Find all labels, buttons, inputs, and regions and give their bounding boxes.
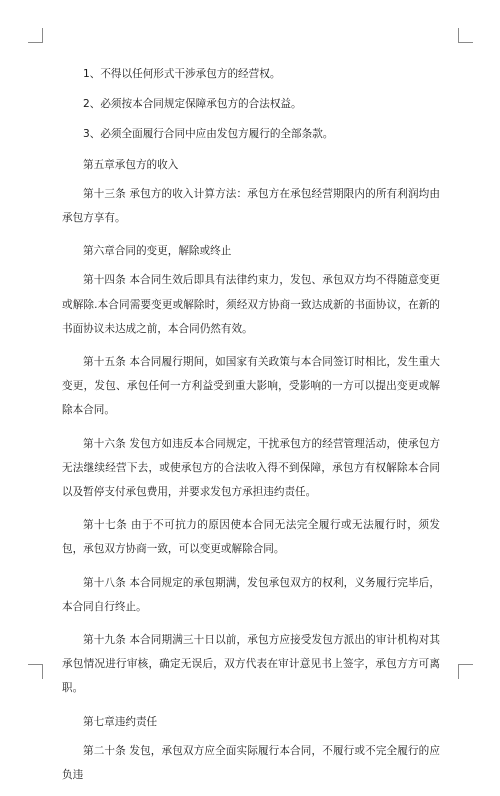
document-body xyxy=(62,62,440,796)
clause-19: 第十九条 本合同期满三十日以前，承包方应接受发包方派出的审计机构对其承包情况进行审核，确定无误后，双方代表在审计意见书上签字，承包方方可离职。 xyxy=(62,634,440,695)
clause-16: 第十六条 发包方如违反本合同规定，干扰承包方的经营管理活动，使承包方无法继续经营下去，或使承包方的合法收入得不到保障，承包方有权解除本合同以及暂停支付承包费用，并要求发包方承担违约责任。 xyxy=(62,437,440,499)
list-item-2: 2、必须按本合同规定保障承包方的合法权益。 xyxy=(83,98,302,111)
clause-18: 第十八条 本合同规定的承包期满，发包承包双方的权利，义务履行完毕后，本合同自行终止。 xyxy=(62,576,440,613)
list-item-1: 1、不得以任何形式干涉承包方的经营权。 xyxy=(83,68,281,80)
clause-13: 第十三条 承包方的收入计算方法：承包方在承包经营期限内的所有利润均由承包方享有。 xyxy=(62,187,440,225)
clause-14: 第十四条 本合同生效后即具有法律约束力，发包、承包双方均不得随意变更或解除.本合同需要变更或解除时，须经双方协商一致达成新的书面协议，在新的书面协议未达成之前，本合同仍然有效。 xyxy=(62,274,440,335)
chapter-heading-6: 第六章合同的变更，解除或终止 xyxy=(83,245,232,258)
crop-mark-bottom-right xyxy=(458,664,473,679)
crop-mark-top-right xyxy=(458,28,473,43)
chapter-heading-5: 第五章承包方的收入 xyxy=(83,158,179,171)
clause-17: 第十七条 由于不可抗力的原因使本合同无法完全履行或无法履行时，须发包，承包双方协商一致，可以变更或解除合同。 xyxy=(62,519,440,556)
clause-20: 第二十条 发包，承包双方应全面实际履行本合同，不履行或不完全履行的应负违 xyxy=(62,744,440,782)
crop-mark-bottom-left xyxy=(28,664,43,679)
list-item-3: 3、必须全面履行合同中应由发包方履行的全部条款。 xyxy=(83,128,334,141)
chapter-heading-7: 第七章违约责任 xyxy=(83,715,158,728)
clause-15: 第十五条 本合同履行期间，如国家有关政策与本合同签订时相比，发生重大变更，发包、承包任何一方利益受到重大影响，受影响的一方可以提出变更或解除本合同。 xyxy=(62,356,440,417)
crop-mark-top-left xyxy=(28,28,43,43)
